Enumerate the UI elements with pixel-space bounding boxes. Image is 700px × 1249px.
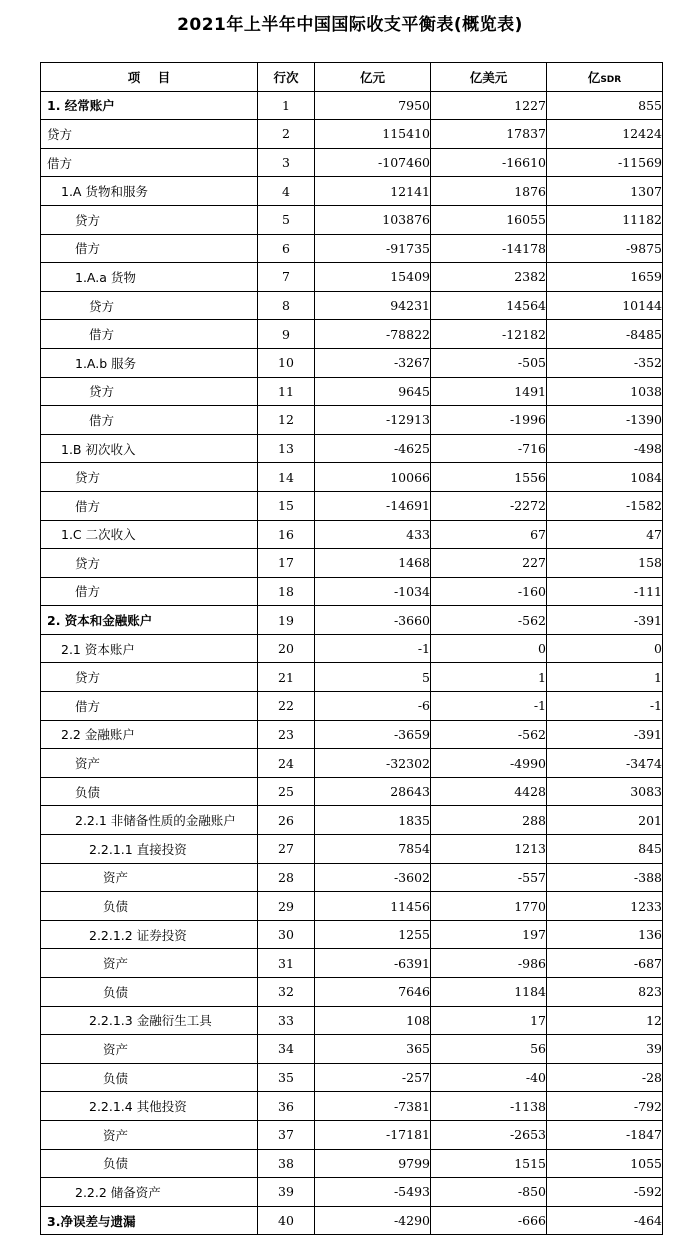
- row-value-usd: 14564: [431, 291, 547, 320]
- row-item-name: 2.2.2 储备资产: [41, 1178, 258, 1207]
- row-value-sdr: 1307: [547, 177, 663, 206]
- row-value-usd: -562: [431, 606, 547, 635]
- table-row: [41, 520, 663, 549]
- row-item-name: 负债: [41, 978, 258, 1007]
- row-value-cny: -1034: [315, 577, 431, 606]
- header-sdr-suffix: SDR: [600, 74, 622, 85]
- row-value-cny: 433: [315, 520, 431, 549]
- row-value-sdr: -391: [547, 606, 663, 635]
- row-value-sdr: -388: [547, 863, 663, 892]
- row-item-name: 1.B 初次收入: [41, 434, 258, 463]
- row-value-cny: -12913: [315, 406, 431, 435]
- table-row: [41, 1092, 663, 1121]
- table-row: [41, 205, 663, 234]
- row-item-name: 负债: [41, 1149, 258, 1178]
- table-row: [41, 1120, 663, 1149]
- row-item-name: 2.2 金融账户: [41, 720, 258, 749]
- table-row: [41, 978, 663, 1007]
- row-value-cny: -3267: [315, 348, 431, 377]
- row-value-usd: -986: [431, 949, 547, 978]
- row-value-sdr: -8485: [547, 320, 663, 349]
- row-value-usd: 1770: [431, 892, 547, 921]
- row-value-cny: 5: [315, 663, 431, 692]
- row-value-sdr: -1847: [547, 1120, 663, 1149]
- row-value-usd: 16055: [431, 205, 547, 234]
- row-value-sdr: -391: [547, 720, 663, 749]
- row-line-number: 24: [258, 749, 315, 778]
- row-line-number: 6: [258, 234, 315, 263]
- row-item-name: 1.A.a 货物: [41, 263, 258, 292]
- row-line-number: 12: [258, 406, 315, 435]
- row-value-cny: 7950: [315, 91, 431, 120]
- row-value-cny: 103876: [315, 205, 431, 234]
- row-line-number: 35: [258, 1063, 315, 1092]
- row-value-cny: -14691: [315, 491, 431, 520]
- row-item-name: 1.A.b 服务: [41, 348, 258, 377]
- row-item-name: 2.1 资本账户: [41, 634, 258, 663]
- row-value-usd: 227: [431, 549, 547, 578]
- row-line-number: 34: [258, 1035, 315, 1064]
- row-item-name: 资产: [41, 863, 258, 892]
- row-line-number: 15: [258, 491, 315, 520]
- row-line-number: 14: [258, 463, 315, 492]
- row-item-name: 贷方: [41, 463, 258, 492]
- table-row: [41, 491, 663, 520]
- table-row: [41, 1206, 663, 1235]
- row-value-usd: -557: [431, 863, 547, 892]
- row-item-name: 贷方: [41, 205, 258, 234]
- table-row: [41, 1006, 663, 1035]
- row-line-number: 25: [258, 777, 315, 806]
- row-value-usd: 1: [431, 663, 547, 692]
- row-value-cny: -107460: [315, 148, 431, 177]
- row-value-sdr: 0: [547, 634, 663, 663]
- row-value-cny: -3659: [315, 720, 431, 749]
- row-value-cny: -7381: [315, 1092, 431, 1121]
- row-value-cny: 15409: [315, 263, 431, 292]
- row-value-cny: -91735: [315, 234, 431, 263]
- row-value-cny: 12141: [315, 177, 431, 206]
- row-line-number: 8: [258, 291, 315, 320]
- row-line-number: 37: [258, 1120, 315, 1149]
- row-value-usd: -666: [431, 1206, 547, 1235]
- table-row: [41, 1178, 663, 1207]
- row-value-cny: 94231: [315, 291, 431, 320]
- row-line-number: 21: [258, 663, 315, 692]
- row-value-usd: -850: [431, 1178, 547, 1207]
- header-sdr-prefix: 亿: [587, 69, 601, 85]
- row-value-usd: 17: [431, 1006, 547, 1035]
- row-value-usd: -16610: [431, 148, 547, 177]
- row-line-number: 32: [258, 978, 315, 1007]
- row-item-name: 借方: [41, 577, 258, 606]
- row-value-sdr: 11182: [547, 205, 663, 234]
- table-row: [41, 291, 663, 320]
- row-item-name: 借方: [41, 406, 258, 435]
- row-item-name: 2. 资本和金融账户: [41, 606, 258, 635]
- row-value-sdr: -687: [547, 949, 663, 978]
- row-line-number: 33: [258, 1006, 315, 1035]
- row-value-usd: 17837: [431, 120, 547, 149]
- row-line-number: 27: [258, 835, 315, 864]
- row-value-cny: 1835: [315, 806, 431, 835]
- table-row: [41, 91, 663, 120]
- row-value-usd: -1: [431, 692, 547, 721]
- row-value-cny: -78822: [315, 320, 431, 349]
- row-value-usd: -4990: [431, 749, 547, 778]
- row-value-usd: -2272: [431, 491, 547, 520]
- row-item-name: 贷方: [41, 120, 258, 149]
- row-value-usd: 56: [431, 1035, 547, 1064]
- table-row: [41, 892, 663, 921]
- row-value-sdr: 1084: [547, 463, 663, 492]
- row-line-number: 2: [258, 120, 315, 149]
- row-value-sdr: -592: [547, 1178, 663, 1207]
- row-value-usd: 1876: [431, 177, 547, 206]
- row-value-cny: -5493: [315, 1178, 431, 1207]
- row-value-cny: 7854: [315, 835, 431, 864]
- row-value-sdr: -464: [547, 1206, 663, 1235]
- row-line-number: 29: [258, 892, 315, 921]
- row-line-number: 40: [258, 1206, 315, 1235]
- header-line: 行次: [258, 63, 315, 92]
- row-item-name: 借方: [41, 320, 258, 349]
- row-value-usd: 197: [431, 920, 547, 949]
- row-line-number: 3: [258, 148, 315, 177]
- table-row: [41, 663, 663, 692]
- row-line-number: 19: [258, 606, 315, 635]
- row-value-usd: 67: [431, 520, 547, 549]
- row-line-number: 11: [258, 377, 315, 406]
- row-value-cny: 7646: [315, 978, 431, 1007]
- row-value-cny: -6391: [315, 949, 431, 978]
- row-item-name: 1.A 货物和服务: [41, 177, 258, 206]
- row-item-name: 2.2.1.2 证券投资: [41, 920, 258, 949]
- table-row: [41, 577, 663, 606]
- header-item: 项 目: [41, 63, 258, 92]
- row-item-name: 2.2.1.4 其他投资: [41, 1092, 258, 1121]
- row-line-number: 38: [258, 1149, 315, 1178]
- row-value-usd: 4428: [431, 777, 547, 806]
- row-value-sdr: -1582: [547, 491, 663, 520]
- row-value-cny: 9799: [315, 1149, 431, 1178]
- row-item-name: 贷方: [41, 377, 258, 406]
- row-value-usd: -12182: [431, 320, 547, 349]
- table-row: [41, 234, 663, 263]
- row-line-number: 26: [258, 806, 315, 835]
- row-value-cny: 1255: [315, 920, 431, 949]
- row-value-sdr: 3083: [547, 777, 663, 806]
- row-value-usd: -562: [431, 720, 547, 749]
- row-item-name: 资产: [41, 749, 258, 778]
- row-line-number: 23: [258, 720, 315, 749]
- row-value-usd: 1556: [431, 463, 547, 492]
- row-item-name: 负债: [41, 1063, 258, 1092]
- row-item-name: 1. 经常账户: [41, 91, 258, 120]
- table-row: [41, 806, 663, 835]
- row-value-cny: 1468: [315, 549, 431, 578]
- row-item-name: 借方: [41, 491, 258, 520]
- row-value-cny: 9645: [315, 377, 431, 406]
- row-line-number: 10: [258, 348, 315, 377]
- row-value-usd: 2382: [431, 263, 547, 292]
- row-line-number: 1: [258, 91, 315, 120]
- table-row: [41, 863, 663, 892]
- row-value-sdr: -498: [547, 434, 663, 463]
- table-row: [41, 434, 663, 463]
- row-value-sdr: -11569: [547, 148, 663, 177]
- row-value-sdr: -352: [547, 348, 663, 377]
- row-line-number: 16: [258, 520, 315, 549]
- row-value-usd: 0: [431, 634, 547, 663]
- header-row: [41, 63, 663, 92]
- row-value-sdr: 1659: [547, 263, 663, 292]
- table-row: [41, 1063, 663, 1092]
- row-value-cny: 108: [315, 1006, 431, 1035]
- row-value-usd: -505: [431, 348, 547, 377]
- row-value-sdr: -9875: [547, 234, 663, 263]
- row-value-cny: -6: [315, 692, 431, 721]
- table-row: [41, 634, 663, 663]
- row-value-usd: -40: [431, 1063, 547, 1092]
- table-row: [41, 463, 663, 492]
- row-item-name: 3.净误差与遗漏: [41, 1206, 258, 1235]
- row-value-cny: -4290: [315, 1206, 431, 1235]
- row-line-number: 22: [258, 692, 315, 721]
- row-value-cny: 115410: [315, 120, 431, 149]
- row-value-usd: 1227: [431, 91, 547, 120]
- row-value-sdr: 12424: [547, 120, 663, 149]
- row-value-usd: -1138: [431, 1092, 547, 1121]
- row-line-number: 39: [258, 1178, 315, 1207]
- table-row: [41, 263, 663, 292]
- header-cny: 亿元: [315, 63, 431, 92]
- row-item-name: 2.2.1 非储备性质的金融账户: [41, 806, 258, 835]
- row-line-number: 31: [258, 949, 315, 978]
- row-value-cny: -17181: [315, 1120, 431, 1149]
- row-line-number: 20: [258, 634, 315, 663]
- row-value-cny: 365: [315, 1035, 431, 1064]
- row-value-usd: -716: [431, 434, 547, 463]
- row-value-cny: -1: [315, 634, 431, 663]
- row-item-name: 负债: [41, 777, 258, 806]
- table-row: [41, 920, 663, 949]
- row-value-cny: -32302: [315, 749, 431, 778]
- row-value-usd: 1515: [431, 1149, 547, 1178]
- table-row: [41, 606, 663, 635]
- row-item-name: 贷方: [41, 549, 258, 578]
- row-value-cny: 11456: [315, 892, 431, 921]
- row-item-name: 资产: [41, 1035, 258, 1064]
- row-line-number: 13: [258, 434, 315, 463]
- row-value-sdr: 845: [547, 835, 663, 864]
- row-item-name: 贷方: [41, 663, 258, 692]
- row-value-sdr: 12: [547, 1006, 663, 1035]
- table-row: [41, 406, 663, 435]
- row-item-name: 贷方: [41, 291, 258, 320]
- table-row: [41, 377, 663, 406]
- row-value-sdr: -1: [547, 692, 663, 721]
- table-row: [41, 1035, 663, 1064]
- row-line-number: 4: [258, 177, 315, 206]
- row-value-cny: -257: [315, 1063, 431, 1092]
- row-item-name: 1.C 二次收入: [41, 520, 258, 549]
- table-row: [41, 120, 663, 149]
- row-item-name: 资产: [41, 949, 258, 978]
- row-line-number: 36: [258, 1092, 315, 1121]
- row-value-usd: 1184: [431, 978, 547, 1007]
- row-value-sdr: 1038: [547, 377, 663, 406]
- row-value-sdr: -1390: [547, 406, 663, 435]
- table-row: [41, 835, 663, 864]
- row-line-number: 5: [258, 205, 315, 234]
- row-value-usd: 1213: [431, 835, 547, 864]
- row-value-usd: 288: [431, 806, 547, 835]
- row-value-sdr: 47: [547, 520, 663, 549]
- row-item-name: 负债: [41, 892, 258, 921]
- table-row: [41, 1149, 663, 1178]
- row-line-number: 17: [258, 549, 315, 578]
- row-value-usd: 1491: [431, 377, 547, 406]
- table-row: [41, 692, 663, 721]
- header-usd: 亿美元: [431, 63, 547, 92]
- row-item-name: 2.2.1.1 直接投资: [41, 835, 258, 864]
- table-row: [41, 720, 663, 749]
- row-value-sdr: 1: [547, 663, 663, 692]
- row-value-sdr: 1233: [547, 892, 663, 921]
- row-line-number: 9: [258, 320, 315, 349]
- row-value-sdr: -111: [547, 577, 663, 606]
- table-row: [41, 777, 663, 806]
- row-item-name: 2.2.1.3 金融衍生工具: [41, 1006, 258, 1035]
- table-row: [41, 348, 663, 377]
- balance-of-payments-table: [40, 62, 663, 1235]
- table-row: [41, 949, 663, 978]
- row-value-usd: -1996: [431, 406, 547, 435]
- row-line-number: 30: [258, 920, 315, 949]
- row-item-name: 资产: [41, 1120, 258, 1149]
- table-row: [41, 148, 663, 177]
- row-value-sdr: 823: [547, 978, 663, 1007]
- row-value-sdr: 855: [547, 91, 663, 120]
- row-item-name: 借方: [41, 692, 258, 721]
- row-value-cny: 28643: [315, 777, 431, 806]
- page-title: 2021年上半年中国国际收支平衡表(概览表): [177, 15, 523, 35]
- row-line-number: 18: [258, 577, 315, 606]
- table-row: [41, 177, 663, 206]
- row-line-number: 28: [258, 863, 315, 892]
- row-value-sdr: -28: [547, 1063, 663, 1092]
- row-value-sdr: 1055: [547, 1149, 663, 1178]
- row-value-usd: -14178: [431, 234, 547, 263]
- row-value-usd: -2653: [431, 1120, 547, 1149]
- row-value-sdr: 201: [547, 806, 663, 835]
- table-row: [41, 749, 663, 778]
- row-item-name: 借方: [41, 234, 258, 263]
- header-sdr: [547, 63, 663, 92]
- table-row: [41, 549, 663, 578]
- row-value-sdr: -792: [547, 1092, 663, 1121]
- row-value-sdr: 39: [547, 1035, 663, 1064]
- row-value-sdr: 158: [547, 549, 663, 578]
- row-value-sdr: 10144: [547, 291, 663, 320]
- row-value-cny: -3602: [315, 863, 431, 892]
- row-value-cny: -4625: [315, 434, 431, 463]
- row-value-sdr: 136: [547, 920, 663, 949]
- row-value-sdr: -3474: [547, 749, 663, 778]
- row-item-name: 借方: [41, 148, 258, 177]
- row-value-cny: 10066: [315, 463, 431, 492]
- table-row: [41, 320, 663, 349]
- row-value-usd: -160: [431, 577, 547, 606]
- row-line-number: 7: [258, 263, 315, 292]
- row-value-cny: -3660: [315, 606, 431, 635]
